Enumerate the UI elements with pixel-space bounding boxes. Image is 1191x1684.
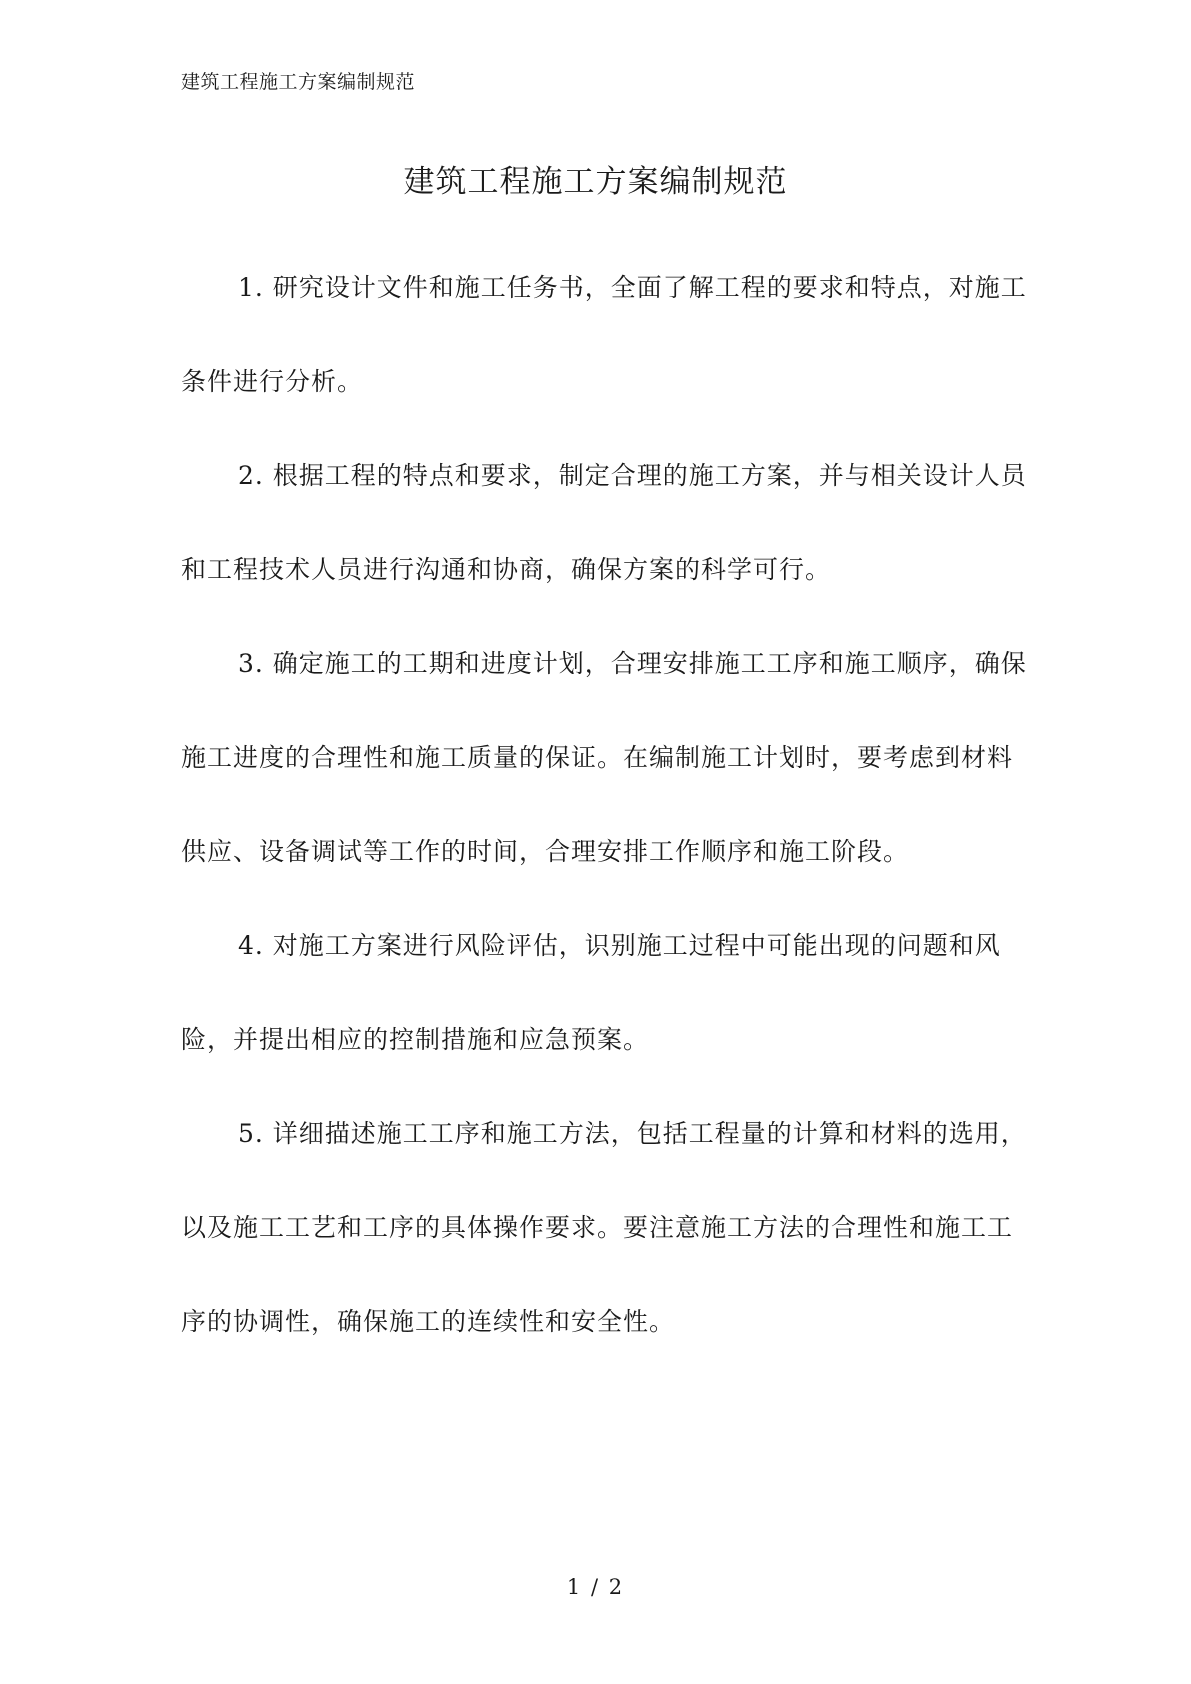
document-body (181, 241, 1036, 1369)
document-title: 建筑工程施工方案编制规范 (403, 164, 788, 200)
paragraph-4: 4. 对施工方案进行风险评估，识别施工过程中可能出现的问题和风险，并提出相应的控制措施和应急预案。 (181, 931, 1001, 1054)
paragraph-3: 3. 确定施工的工期和进度计划，合理安排施工工序和施工顺序，确保施工进度的合理性和施工质量的保证。在编制施工计划时，要考虑到材料供应、设备调试等工作的时间，合理安排工作顺序和施工阶段。 (181, 649, 1027, 866)
paragraph-1: 1. 研究设计文件和施工任务书，全面了解工程的要求和特点，对施工条件进行分析。 (181, 273, 1027, 396)
running-header: 建筑工程施工方案编制规范 (181, 71, 416, 93)
paragraph-5: 5. 详细描述施工工序和施工方法，包括工程量的计算和材料的选用，以及施工工艺和工序的具体操作要求。要注意施工方法的合理性和施工工序的协调性，确保施工的连续性和安全性。 (181, 1119, 1027, 1336)
page-number: 1 / 2 (566, 1575, 625, 1599)
paragraph-2: 2. 根据工程的特点和要求，制定合理的施工方案，并与相关设计人员和工程技术人员进行沟通和协商，确保方案的科学可行。 (181, 461, 1027, 584)
